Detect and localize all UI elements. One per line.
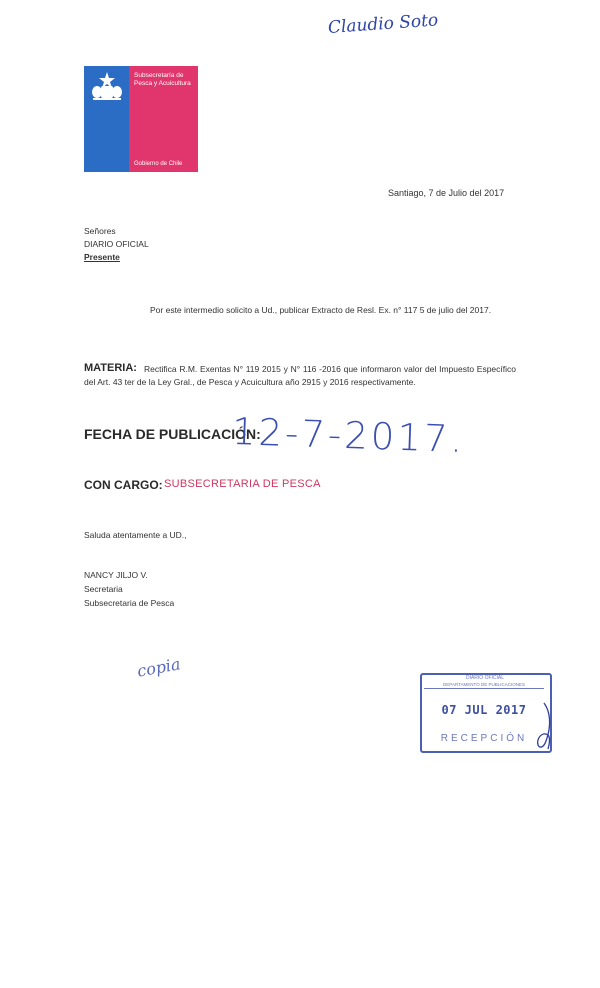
signer-name: NANCY JILJO V. <box>84 570 148 580</box>
reception-stamp <box>420 673 550 751</box>
stamp-date: 07 JUL 2017 <box>441 703 527 717</box>
addressee-line: Señores <box>84 226 116 236</box>
stamp-footer: RECEPCIÓN <box>440 733 528 744</box>
stamp-initials-icon <box>532 701 554 751</box>
publication-date-label: FECHA DE PUBLICACIÓN: <box>84 426 261 442</box>
greeting: Saluda atentamente a UD., <box>84 530 187 540</box>
logo-title: Subsecretaría de Pesca y Acuicultura <box>134 72 191 87</box>
signer-office: Subsecretaria de Pesca <box>84 598 175 608</box>
stamp-subheader: DEPARTAMENTO DE PUBLICACIONES <box>424 682 544 689</box>
logo-blue-panel <box>84 66 129 172</box>
charge-label: CON CARGO: <box>84 478 163 492</box>
addressee-line: Presente <box>84 252 120 262</box>
stamp-header: DIARIO OFICIAL <box>465 675 505 681</box>
handwritten-publication-date: 12-7-2017. <box>231 409 466 462</box>
materia-text: Rectifica R.M. Exentas N° 119 2015 y N° 116 -2016 que informaron valor del Impuesto Específico del Art. 43 ter de la Ley Gral., de Pesca y Acuicultura año 2915 y 2016 respectivamente. <box>84 364 516 387</box>
coat-of-arms-icon <box>89 70 125 102</box>
government-logo <box>84 66 198 172</box>
logo-government: Gobierno de Chile <box>134 161 183 167</box>
handwritten-copia: copia <box>135 654 182 681</box>
signer-role: Secretaria <box>84 584 123 594</box>
charge-value: SUBSECRETARIA DE PESCA <box>164 478 321 490</box>
logo-red-panel <box>129 66 198 172</box>
handwritten-signature: Claudio Soto <box>327 10 439 38</box>
materia-label: MATERIA: <box>84 362 137 374</box>
addressee-line: DIARIO OFICIAL <box>84 239 149 249</box>
city-date: Santiago, 7 de Julio del 2017 <box>388 188 505 198</box>
body-paragraph: Por este intermedio solicito a Ud., publicar Extracto de Resl. Ex. n° 117 5 de julio del 2017. <box>150 305 492 315</box>
